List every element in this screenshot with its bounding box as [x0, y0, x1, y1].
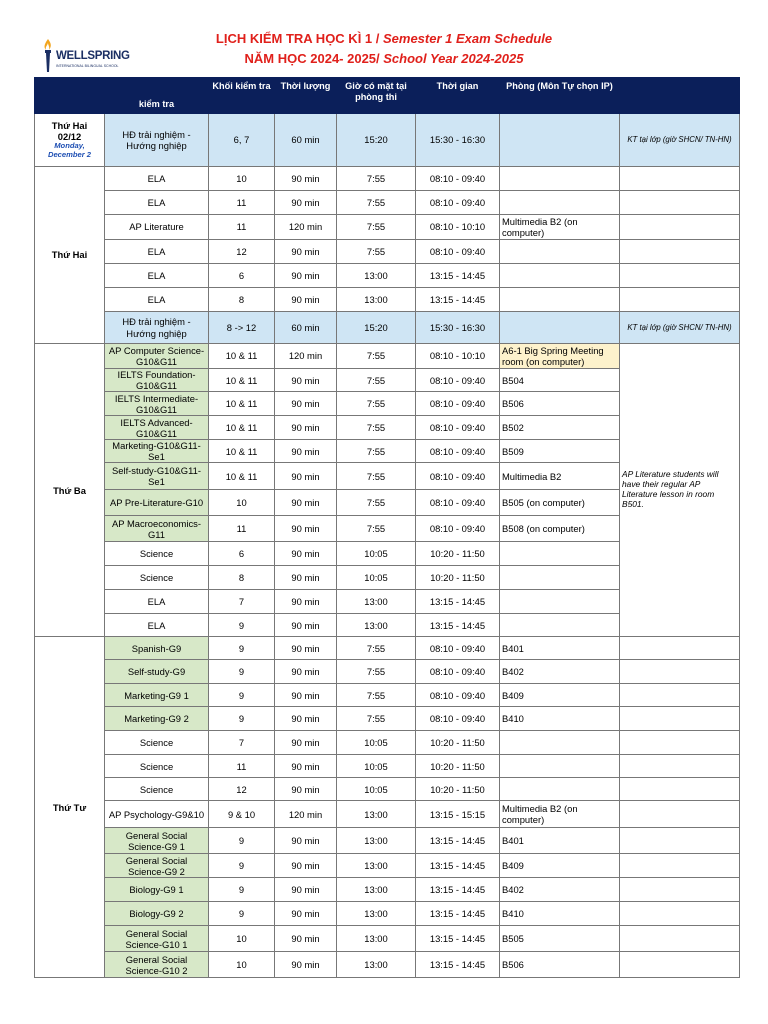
- room-cell: [500, 755, 620, 778]
- duration-cell: 90 min: [275, 731, 337, 755]
- room-cell: B402: [500, 878, 620, 902]
- grade-cell: 10 & 11: [209, 392, 275, 416]
- arrival-cell: 13:00: [337, 828, 416, 854]
- room-cell: [500, 167, 620, 191]
- note-cell: [620, 952, 740, 978]
- duration-cell: 90 min: [275, 778, 337, 801]
- duration-cell: 90 min: [275, 854, 337, 878]
- grade-cell: 7: [209, 590, 275, 614]
- header-duration: Thời lượng: [275, 78, 337, 114]
- subject-cell: HĐ trải nghiệm - Hướng nghiệp: [105, 114, 209, 167]
- grade-cell: 8: [209, 566, 275, 590]
- grade-cell: 9: [209, 684, 275, 707]
- note-cell: [620, 755, 740, 778]
- subject-cell: AP Pre-Literature-G10: [105, 490, 209, 516]
- grade-cell: 12: [209, 778, 275, 801]
- room-cell: B410: [500, 707, 620, 731]
- subject-cell: AP Computer Science-G10&G11: [105, 344, 209, 369]
- table-row-wednesday: [35, 684, 740, 707]
- time-cell: 13:15 - 14:45: [416, 854, 500, 878]
- note-cell: KT tại lớp (giờ SHCN/ TN-HN): [620, 114, 740, 167]
- room-cell: [500, 590, 620, 614]
- subject-cell: ELA: [105, 167, 209, 191]
- arrival-cell: 13:00: [337, 902, 416, 926]
- duration-cell: 90 min: [275, 440, 337, 463]
- table-row-wednesday: [35, 828, 740, 854]
- grade-cell: 10: [209, 952, 275, 978]
- arrival-cell: 7:55: [337, 637, 416, 660]
- duration-cell: 90 min: [275, 707, 337, 731]
- time-cell: 10:20 - 11:50: [416, 778, 500, 801]
- grade-cell: 10 & 11: [209, 416, 275, 440]
- grade-cell: 7: [209, 731, 275, 755]
- note-cell: [620, 167, 740, 191]
- duration-cell: 90 min: [275, 416, 337, 440]
- arrival-cell: 10:05: [337, 542, 416, 566]
- table-row-monday: [35, 288, 740, 312]
- grade-cell: 11: [209, 215, 275, 240]
- grade-cell: 9: [209, 878, 275, 902]
- subject-cell: Self-study-G9: [105, 660, 209, 684]
- duration-cell: 90 min: [275, 542, 337, 566]
- table-row-monday: [35, 215, 740, 240]
- grade-cell: 10: [209, 490, 275, 516]
- logo-subtitle: INTERNATIONAL BILINGUAL SCHOOL: [56, 64, 119, 68]
- grade-cell: 9: [209, 614, 275, 637]
- table-row-wednesday: [35, 637, 740, 660]
- duration-cell: 90 min: [275, 392, 337, 416]
- subject-cell: General Social Science-G9 1: [105, 828, 209, 854]
- duration-cell: 120 min: [275, 344, 337, 369]
- header-time: Thời gian: [416, 78, 500, 114]
- room-cell: B502: [500, 416, 620, 440]
- arrival-cell: 7:55: [337, 191, 416, 215]
- room-cell: B506: [500, 952, 620, 978]
- day-cell-monday: Thứ Hai: [35, 167, 105, 344]
- grade-cell: 6, 7: [209, 114, 275, 167]
- subject-cell: IELTS Intermediate-G10&G11: [105, 392, 209, 416]
- header-subject: kiểm tra: [105, 78, 209, 114]
- arrival-cell: 13:00: [337, 590, 416, 614]
- room-cell: [500, 614, 620, 637]
- arrival-cell: 7:55: [337, 392, 416, 416]
- subject-cell: ELA: [105, 191, 209, 215]
- duration-cell: 90 min: [275, 463, 337, 490]
- grade-cell: 9: [209, 902, 275, 926]
- arrival-cell: 7:55: [337, 684, 416, 707]
- room-cell: [500, 542, 620, 566]
- header-day: [35, 78, 105, 114]
- duration-cell: 90 min: [275, 191, 337, 215]
- duration-cell: 90 min: [275, 926, 337, 952]
- subject-cell: AP Psychology-G9&10: [105, 801, 209, 828]
- table-row-monday: [35, 167, 740, 191]
- time-cell: 10:20 - 11:50: [416, 542, 500, 566]
- table-body: [35, 114, 740, 978]
- note-cell-tuesday: AP Literature students will have their regular AP Literature lesson in room B501.: [620, 344, 740, 637]
- table-row-wednesday: [35, 660, 740, 684]
- arrival-cell: 10:05: [337, 566, 416, 590]
- arrival-cell: 15:20: [337, 312, 416, 344]
- duration-cell: 60 min: [275, 114, 337, 167]
- time-cell: 08:10 - 09:40: [416, 490, 500, 516]
- arrival-cell: 15:20: [337, 114, 416, 167]
- header-arrival: Giờ có mặt tại phòng thi: [337, 78, 416, 114]
- room-cell: B509: [500, 440, 620, 463]
- duration-cell: 90 min: [275, 240, 337, 264]
- note-cell: [620, 902, 740, 926]
- table-row-wednesday: [35, 731, 740, 755]
- note-cell: [620, 684, 740, 707]
- arrival-cell: 7:55: [337, 440, 416, 463]
- page-title: [0, 31, 768, 46]
- table-row-monday: [35, 264, 740, 288]
- time-cell: 13:15 - 14:45: [416, 828, 500, 854]
- day-date-en: Monday, December 2: [47, 141, 92, 160]
- note-cell: [620, 660, 740, 684]
- subject-cell: Science: [105, 755, 209, 778]
- time-cell: 08:10 - 09:40: [416, 240, 500, 264]
- room-cell: B401: [500, 637, 620, 660]
- room-cell: B401: [500, 828, 620, 854]
- table-row-wednesday: [35, 902, 740, 926]
- duration-cell: 120 min: [275, 215, 337, 240]
- note-cell: [620, 240, 740, 264]
- subject-cell: IELTS Advanced-G10&G11: [105, 416, 209, 440]
- note-cell: [620, 878, 740, 902]
- room-cell: [500, 778, 620, 801]
- note-cell: [620, 854, 740, 878]
- table-row-wednesday: [35, 926, 740, 952]
- duration-cell: 60 min: [275, 312, 337, 344]
- time-cell: 15:30 - 16:30: [416, 114, 500, 167]
- duration-cell: 90 min: [275, 490, 337, 516]
- room-cell: [500, 264, 620, 288]
- subject-cell: ELA: [105, 614, 209, 637]
- subject-cell: Marketing-G9 1: [105, 684, 209, 707]
- time-cell: 08:10 - 09:40: [416, 440, 500, 463]
- time-cell: 10:20 - 11:50: [416, 755, 500, 778]
- arrival-cell: 13:00: [337, 264, 416, 288]
- subtitle-vn: NĂM HỌC 2024- 2025/: [244, 51, 384, 66]
- arrival-cell: 7:55: [337, 707, 416, 731]
- exam-schedule-table: [34, 77, 740, 978]
- table-row-wednesday: [35, 755, 740, 778]
- room-cell: [500, 288, 620, 312]
- duration-cell: 90 min: [275, 828, 337, 854]
- note-cell: [620, 637, 740, 660]
- duration-cell: 90 min: [275, 167, 337, 191]
- room-cell: A6-1 Big Spring Meeting room (on computer): [500, 344, 620, 369]
- arrival-cell: 13:00: [337, 614, 416, 637]
- room-cell: Multimedia B2 (on computer): [500, 801, 620, 828]
- table-row-monday: [35, 191, 740, 215]
- time-cell: 08:10 - 09:40: [416, 463, 500, 490]
- arrival-cell: 13:00: [337, 926, 416, 952]
- time-cell: 08:10 - 09:40: [416, 167, 500, 191]
- subject-cell: ELA: [105, 590, 209, 614]
- table-row-monday: [35, 240, 740, 264]
- subject-cell: ELA: [105, 240, 209, 264]
- table-row-monday-experience: [35, 114, 740, 167]
- note-cell: [620, 926, 740, 952]
- time-cell: 08:10 - 09:40: [416, 660, 500, 684]
- duration-cell: 90 min: [275, 369, 337, 392]
- table-row-wednesday: [35, 778, 740, 801]
- note-cell: [620, 264, 740, 288]
- room-cell: [500, 731, 620, 755]
- arrival-cell: 13:00: [337, 801, 416, 828]
- grade-cell: 6: [209, 264, 275, 288]
- arrival-cell: 7:55: [337, 660, 416, 684]
- grade-cell: 12: [209, 240, 275, 264]
- room-cell: [500, 240, 620, 264]
- duration-cell: 90 min: [275, 288, 337, 312]
- note-cell: [620, 778, 740, 801]
- title-vn: LỊCH KIỂM TRA HỌC KÌ 1 /: [215, 31, 383, 46]
- header-note: [620, 78, 740, 114]
- day-cell-wednesday: Thứ Tư: [35, 637, 105, 978]
- arrival-cell: 13:00: [337, 878, 416, 902]
- duration-cell: 90 min: [275, 637, 337, 660]
- room-cell: [500, 312, 620, 344]
- grade-cell: 10 & 11: [209, 369, 275, 392]
- duration-cell: 90 min: [275, 902, 337, 926]
- table-row-wednesday: [35, 878, 740, 902]
- header-grade: Khối kiểm tra: [209, 78, 275, 114]
- time-cell: 08:10 - 09:40: [416, 392, 500, 416]
- time-cell: 08:10 - 10:10: [416, 215, 500, 240]
- room-cell: [500, 114, 620, 167]
- day-cell-monday-date: [35, 114, 105, 167]
- header-room: Phòng (Môn Tự chọn IP): [500, 78, 620, 114]
- arrival-cell: 7:55: [337, 344, 416, 369]
- room-cell: [500, 191, 620, 215]
- note-cell: [620, 288, 740, 312]
- arrival-cell: 10:05: [337, 778, 416, 801]
- note-cell: [620, 828, 740, 854]
- arrival-cell: 10:05: [337, 755, 416, 778]
- grade-cell: 9: [209, 660, 275, 684]
- grade-cell: 10 & 11: [209, 463, 275, 490]
- grade-cell: 11: [209, 191, 275, 215]
- note-cell: [620, 731, 740, 755]
- time-cell: 15:30 - 16:30: [416, 312, 500, 344]
- duration-cell: 90 min: [275, 590, 337, 614]
- grade-cell: 9: [209, 637, 275, 660]
- subject-cell: Biology-G9 2: [105, 902, 209, 926]
- arrival-cell: 7:55: [337, 463, 416, 490]
- duration-cell: 90 min: [275, 755, 337, 778]
- grade-cell: 8: [209, 288, 275, 312]
- time-cell: 13:15 - 14:45: [416, 590, 500, 614]
- time-cell: 08:10 - 09:40: [416, 516, 500, 542]
- grade-cell: 10 & 11: [209, 440, 275, 463]
- grade-cell: 9: [209, 828, 275, 854]
- room-cell: [500, 566, 620, 590]
- table-row-monday-experience: [35, 312, 740, 344]
- room-cell: B409: [500, 684, 620, 707]
- duration-cell: 90 min: [275, 878, 337, 902]
- time-cell: 10:20 - 11:50: [416, 731, 500, 755]
- room-cell: B402: [500, 660, 620, 684]
- grade-cell: 10: [209, 926, 275, 952]
- arrival-cell: 7:55: [337, 490, 416, 516]
- day-date: 02/12: [57, 131, 82, 143]
- time-cell: 08:10 - 09:40: [416, 637, 500, 660]
- arrival-cell: 7:55: [337, 516, 416, 542]
- time-cell: 08:10 - 10:10: [416, 344, 500, 369]
- note-cell: [620, 215, 740, 240]
- grade-cell: 8 -> 12: [209, 312, 275, 344]
- subject-cell: Science: [105, 542, 209, 566]
- grade-cell: 11: [209, 516, 275, 542]
- note-cell: KT tại lớp (giờ SHCN/ TN-HN): [620, 312, 740, 344]
- arrival-cell: 13:00: [337, 854, 416, 878]
- table-row-wednesday: [35, 707, 740, 731]
- note-cell: [620, 191, 740, 215]
- time-cell: 08:10 - 09:40: [416, 684, 500, 707]
- subject-cell: Science: [105, 778, 209, 801]
- subject-cell: Marketing-G10&G11-Se1: [105, 440, 209, 463]
- subject-cell: Self-study-G10&G11-Se1: [105, 463, 209, 490]
- duration-cell: 90 min: [275, 614, 337, 637]
- duration-cell: 90 min: [275, 684, 337, 707]
- subtitle-en: School Year 2024-2025: [383, 51, 524, 66]
- table-row-wednesday: [35, 801, 740, 828]
- time-cell: 13:15 - 14:45: [416, 288, 500, 312]
- arrival-cell: 7:55: [337, 416, 416, 440]
- arrival-cell: 7:55: [337, 369, 416, 392]
- note-cell: [620, 801, 740, 828]
- duration-cell: 90 min: [275, 660, 337, 684]
- room-cell: B409: [500, 854, 620, 878]
- duration-cell: 90 min: [275, 566, 337, 590]
- time-cell: 08:10 - 09:40: [416, 191, 500, 215]
- room-cell: Multimedia B2: [500, 463, 620, 490]
- time-cell: 13:15 - 14:45: [416, 952, 500, 978]
- room-cell: B505: [500, 926, 620, 952]
- arrival-cell: 7:55: [337, 167, 416, 191]
- time-cell: 13:15 - 14:45: [416, 878, 500, 902]
- time-cell: 08:10 - 09:40: [416, 707, 500, 731]
- room-cell: B505 (on computer): [500, 490, 620, 516]
- room-cell: B508 (on computer): [500, 516, 620, 542]
- subject-cell: AP Literature: [105, 215, 209, 240]
- room-cell: B410: [500, 902, 620, 926]
- subject-cell: Biology-G9 1: [105, 878, 209, 902]
- time-cell: 13:15 - 14:45: [416, 614, 500, 637]
- day-name: Thứ Hai: [51, 119, 88, 131]
- subject-cell: HĐ trải nghiệm - Hướng nghiệp: [105, 312, 209, 344]
- subject-cell: Marketing-G9 2: [105, 707, 209, 731]
- duration-cell: 90 min: [275, 264, 337, 288]
- grade-cell: 6: [209, 542, 275, 566]
- subject-cell: IELTS Foundation-G10&G11: [105, 369, 209, 392]
- subject-cell: General Social Science-G10 2: [105, 952, 209, 978]
- header-row: [35, 78, 740, 114]
- subject-cell: Science: [105, 731, 209, 755]
- note-cell: [620, 707, 740, 731]
- table-row-wednesday: [35, 854, 740, 878]
- arrival-cell: 10:05: [337, 731, 416, 755]
- room-cell: B506: [500, 392, 620, 416]
- time-cell: 13:15 - 14:45: [416, 926, 500, 952]
- time-cell: 08:10 - 09:40: [416, 369, 500, 392]
- arrival-cell: 13:00: [337, 288, 416, 312]
- grade-cell: 11: [209, 755, 275, 778]
- time-cell: 10:20 - 11:50: [416, 566, 500, 590]
- arrival-cell: 13:00: [337, 952, 416, 978]
- grade-cell: 10 & 11: [209, 344, 275, 369]
- room-cell: B504: [500, 369, 620, 392]
- subject-cell: ELA: [105, 288, 209, 312]
- day-cell-tuesday: Thứ Ba: [35, 344, 105, 637]
- time-cell: 13:15 - 14:45: [416, 902, 500, 926]
- table-row-tuesday: [35, 344, 740, 369]
- subject-cell: Science: [105, 566, 209, 590]
- subject-cell: General Social Science-G10 1: [105, 926, 209, 952]
- arrival-cell: 7:55: [337, 215, 416, 240]
- grade-cell: 10: [209, 167, 275, 191]
- subject-cell: ELA: [105, 264, 209, 288]
- subject-cell: General Social Science-G9 2: [105, 854, 209, 878]
- page-subtitle: [0, 51, 768, 66]
- room-cell: Multimedia B2 (on computer): [500, 215, 620, 240]
- grade-cell: 9 & 10: [209, 801, 275, 828]
- duration-cell: 120 min: [275, 801, 337, 828]
- time-cell: 08:10 - 09:40: [416, 416, 500, 440]
- duration-cell: 90 min: [275, 516, 337, 542]
- grade-cell: 9: [209, 707, 275, 731]
- time-cell: 13:15 - 15:15: [416, 801, 500, 828]
- time-cell: 13:15 - 14:45: [416, 264, 500, 288]
- arrival-cell: 7:55: [337, 240, 416, 264]
- title-en: Semester 1 Exam Schedule: [382, 31, 553, 46]
- grade-cell: 9: [209, 854, 275, 878]
- duration-cell: 90 min: [275, 952, 337, 978]
- subject-cell: Spanish-G9: [105, 637, 209, 660]
- logo-name: WELLSPRING: [56, 50, 130, 62]
- table-row-wednesday: [35, 952, 740, 978]
- subject-cell: AP Macroeconomics-G11: [105, 516, 209, 542]
